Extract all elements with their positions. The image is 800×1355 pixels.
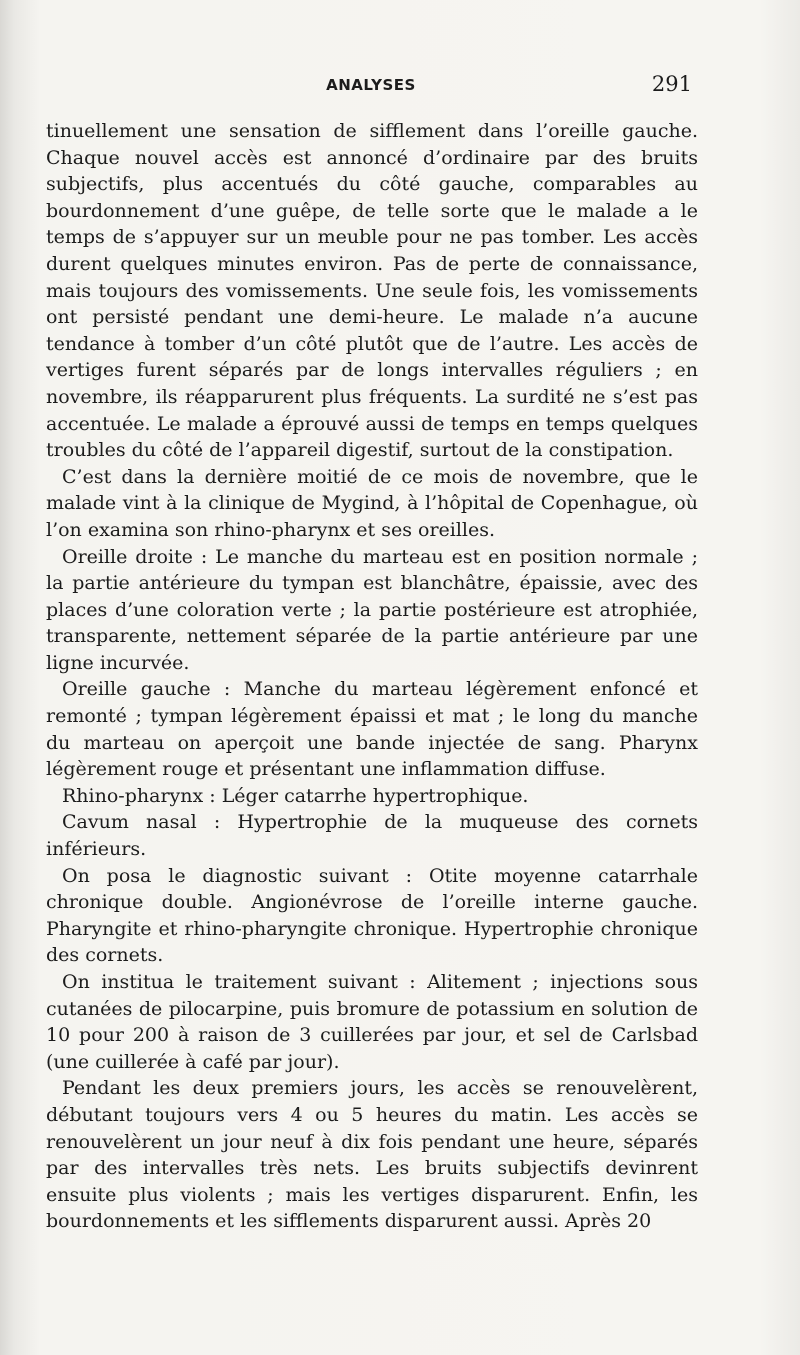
page-number: 291 xyxy=(651,72,692,96)
paragraph-cavum-nasal: Cavum nasal : Hypertrophie de la muqueuse des cornets inférieurs. xyxy=(46,811,698,861)
paragraph-progress: Pendant les deux premiers jours, les accès se renouvelèrent, débutant toujours vers 4 ou 5 heures du matin. Les accès se renouvelèrent un jour neuf à dix fois pendant une heure, séparés par des intervalles très nets. Les bruits subjectifs devinrent ensuite plus violents ; mais les vertiges disparurent. Enfin, les bourdonnements et les sifflements disparurent aussi. Après 20 xyxy=(46,1077,698,1233)
paragraph-left-ear: Oreille gauche : Manche du marteau légèrement enfoncé et remonté ; tympan légèrement épaissi et mat ; le long du manche du marteau on aperçoit une bande injectée de sang. Pharynx légèrement rouge et présentant une inflammation diffuse. xyxy=(46,678,698,781)
paragraph-rhino-pharynx: Rhino-pharynx : Léger catarrhe hypertrophique. xyxy=(62,784,529,807)
paragraph-right-ear: Oreille droite : Le manche du marteau est en position normale ; la partie antérieure du tympan est blanchâtre, épaissie, avec des places d’une coloration verte ; la partie postérieure est atrophiée, transparente, nettement séparée de la partie antérieure par une ligne incurvée. xyxy=(46,545,698,674)
paragraph-continuation: tinuellement une sensation de sifflement dans l’oreille gauche. Chaque nouvel accès est annoncé d’ordinaire par des bruits subjectifs, plus accentués du côté gauche, comparables au bourdonnement d’une guêpe, de telle sorte que le malade a le temps de s’appuyer sur un meuble pour ne pas tomber. Les accès durent quelques minutes environ. Pas de perte de connaissance, mais toujours des vomissements. Une seule fois, les vomissements ont persisté pendant une demi-heure. Le malade n’a aucune tendance à tomber d’un côté plutôt que de l’autre. Les accès de vertiges furent séparés par de longs intervalles réguliers ; en novembre, ils réapparurent plus fréquents. La surdité ne s’est pas accentuée. Le malade a éprouvé aussi de temps en temps quelques troubles du côté de l’appareil digestif, surtout de la constipation. xyxy=(46,120,698,462)
page-header xyxy=(46,72,696,102)
paragraph-diagnosis: On posa le diagnostic suivant : Otite moyenne catarrhale chronique double. Angionévrose de l’oreille interne gauche. Pharyngite et rhino-pharyngite chronique. Hypertrophie chronique des cornets. xyxy=(46,864,698,967)
running-title: ANALYSES xyxy=(326,76,416,94)
body-text xyxy=(46,118,698,1235)
paragraph-clinic-visit: C’est dans la dernière moitié de ce mois de novembre, que le malade vint à la clinique de Mygind, à l’hôpital de Copenhague, où l’on examina son rhino-pharynx et ses oreilles. xyxy=(46,465,698,541)
paragraph-treatment: On institua le traitement suivant : Alitement ; injections sous cutanées de pilocarpine, puis bromure de potassium en solution de 10 pour 200 à raison de 3 cuillerées par jour, et sel de Carlsbad (une cuillerée à café par jour). xyxy=(46,971,698,1073)
